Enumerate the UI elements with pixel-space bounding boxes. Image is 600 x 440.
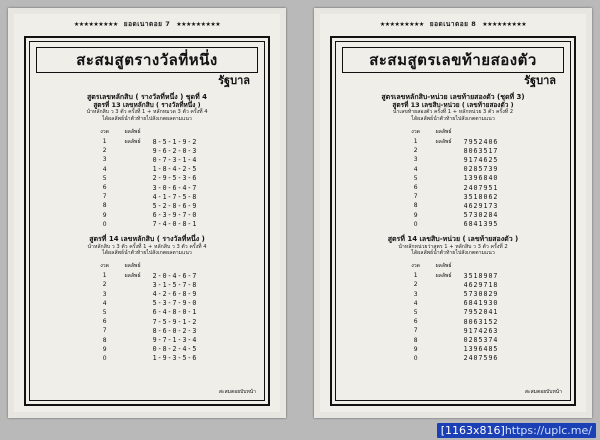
row-label: ผลลัพธ์ — [435, 272, 452, 279]
row-label — [119, 210, 147, 219]
row-index: 4 — [102, 299, 107, 307]
row-value: 9-6-2-0-3 — [152, 146, 198, 155]
row-index: 8 — [413, 202, 418, 210]
section-subheading: สูตรที่ 13 เลขสิบ-หน่วย ( เลขท้ายสองตัว ) — [392, 101, 514, 110]
row-label — [119, 308, 147, 317]
row-index: 5 — [102, 308, 107, 316]
col-header-value — [147, 128, 204, 137]
table-row — [91, 155, 204, 164]
row-value: 2-0-4-6-7 — [152, 271, 198, 280]
row-value: 4-2-6-8-9 — [152, 290, 198, 299]
row-label — [430, 210, 458, 219]
table-row — [91, 308, 204, 317]
row-value: 3518907 — [463, 271, 499, 280]
row-index: 5 — [413, 308, 418, 316]
row-value: 5730284 — [463, 211, 499, 220]
row-index: 2 — [102, 147, 107, 155]
table-row — [91, 335, 204, 344]
table-row — [402, 308, 505, 317]
row-index: 2 — [413, 281, 418, 289]
row-value: 5730829 — [463, 290, 499, 299]
row-value: 9174263 — [463, 326, 499, 335]
table-row — [91, 354, 204, 363]
section-note-1: นำเลขท้ายสองตัว ครั้งที่ 1 + หลักหน่วย 3 ตัว ครั้งที่ 2 — [392, 109, 514, 116]
page-subtitle: รัฐบาล — [524, 73, 556, 87]
row-value: 2407596 — [463, 354, 499, 363]
row-index: 4 — [413, 165, 418, 173]
table-row — [402, 299, 505, 308]
row-label — [119, 326, 147, 335]
row-label — [119, 165, 147, 174]
row-label — [430, 165, 458, 174]
table-row — [402, 183, 505, 192]
section-heading: สูตรเลขหลักสิบ-หน่วย เลขท้ายสองตัว (ชุดที่ 3) — [381, 92, 525, 101]
row-label — [430, 155, 458, 164]
numbers-table-body-l2 — [91, 271, 204, 363]
watermark-size: [1163x816] — [440, 424, 505, 437]
page-left — [14, 14, 280, 412]
row-index: 6 — [413, 184, 418, 191]
table-row — [402, 326, 505, 335]
row-index: 8 — [102, 202, 107, 210]
row-label — [430, 354, 458, 363]
table-row — [91, 192, 204, 201]
table-row — [91, 299, 204, 308]
row-index: 9 — [102, 345, 107, 353]
table-row — [402, 210, 505, 219]
page-frame-left — [24, 36, 270, 406]
row-label — [430, 308, 458, 317]
row-value: 0285739 — [463, 165, 499, 174]
table-row — [402, 289, 505, 298]
row-index: 3 — [413, 156, 418, 164]
table-row — [91, 345, 204, 354]
page-title: สะสมสูตรเลขท้ายสองตัว — [369, 51, 537, 69]
table-row — [91, 210, 204, 219]
top-caption-text: ยอดเนาตอย 7 — [123, 20, 171, 28]
row-index: 0 — [413, 220, 418, 228]
table-row — [91, 280, 204, 289]
page-right — [320, 14, 586, 412]
table-row — [91, 146, 204, 155]
row-label — [430, 201, 458, 210]
scanned-page-right — [314, 8, 592, 418]
col-header-value — [147, 262, 204, 271]
row-index: 7 — [102, 193, 107, 201]
table-row — [91, 289, 204, 298]
row-label — [430, 183, 458, 192]
numbers-table — [402, 128, 505, 229]
col-header-index: งวด — [411, 128, 421, 135]
top-caption-text: ยอดเนาตอย 8 — [429, 20, 477, 28]
row-label — [119, 201, 147, 210]
row-label — [119, 354, 147, 363]
section-note-2: ได้ผลลัพธ์นำตัวท้ายไปสังเกตผลตามแนว — [102, 250, 192, 257]
row-index: 1 — [102, 272, 107, 280]
row-label — [119, 289, 147, 298]
row-label — [430, 345, 458, 354]
row-value: 8063517 — [463, 146, 499, 155]
row-index: 9 — [413, 345, 418, 353]
row-label — [430, 220, 458, 229]
row-value: 6-4-8-0-1 — [152, 308, 198, 317]
row-index: 7 — [102, 327, 107, 335]
row-index: 8 — [413, 336, 418, 344]
row-value: 0-8-2-4-5 — [152, 345, 198, 354]
row-index: 4 — [102, 165, 107, 173]
row-label — [430, 146, 458, 155]
table-row — [91, 220, 204, 229]
section-heading: สูตรที่ 14 เลขสิบ-หน่วย ( เลขท้ายสองตัว ) — [387, 234, 519, 243]
table-row — [402, 165, 505, 174]
col-header-value — [458, 128, 505, 137]
row-value: 1396485 — [463, 345, 499, 354]
row-index: 8 — [102, 336, 107, 344]
section-1-right — [336, 93, 570, 229]
col-header-index: งวด — [100, 128, 110, 135]
row-index: 1 — [413, 138, 418, 146]
section-1-left — [30, 93, 264, 229]
row-value: 7-5-9-1-2 — [152, 317, 198, 326]
row-label — [430, 192, 458, 201]
table-row — [402, 174, 505, 183]
row-value: 3-0-6-4-7 — [152, 183, 198, 192]
page-footer: สะสมตอยบับหน้า — [218, 389, 256, 395]
row-label: ผลลัพธ์ — [124, 272, 141, 279]
row-label — [430, 326, 458, 335]
col-header-index: งวด — [100, 263, 110, 270]
row-index: 7 — [413, 193, 418, 201]
table-row — [402, 137, 505, 146]
table-row — [402, 354, 505, 363]
section-2-left — [30, 235, 264, 363]
row-value: 6841395 — [463, 220, 499, 229]
stars-right-icon: ★★★★★★★★★ — [482, 20, 527, 28]
row-label — [119, 335, 147, 344]
scanned-page-left — [8, 8, 286, 418]
page-footer: สะสมตอยบับหน้า — [524, 389, 562, 395]
col-header-value — [458, 262, 505, 271]
section-2-right — [336, 235, 570, 363]
row-label — [430, 280, 458, 289]
row-index: 0 — [413, 354, 418, 362]
row-value: 7952406 — [463, 137, 499, 146]
section-note-1: นำหลักสิบ ว 3 ตัว ครั้งที่ 1 + หลักสิบ ว 3 ตัว ครั้งที่ 4 — [87, 243, 207, 250]
row-value: 1-8-4-2-5 — [152, 165, 198, 174]
table-row — [91, 174, 204, 183]
row-value: 8063152 — [463, 317, 499, 326]
col-header-index: งวด — [411, 263, 421, 270]
row-label — [430, 335, 458, 344]
table-row — [91, 271, 204, 280]
row-value: 3-1-5-7-8 — [152, 280, 198, 289]
section-note-1: นำหลักหน่วยว่าสูตร 1 + หลักสิบ ว 3 ตัว ครั้งที่ 2 — [398, 243, 508, 250]
row-index: 4 — [413, 299, 418, 307]
row-label — [119, 317, 147, 326]
row-index: 5 — [102, 174, 107, 182]
numbers-table-body-l1 — [91, 137, 204, 229]
row-value: 2-9-5-3-6 — [152, 174, 198, 183]
row-label — [119, 146, 147, 155]
table-row — [402, 280, 505, 289]
row-index: 2 — [102, 281, 107, 289]
section-note-2: ได้ผลลัพธ์นำตัวท้ายไปสังเกตตามแนว — [411, 250, 495, 257]
row-value: 1396840 — [463, 174, 499, 183]
row-index: 3 — [102, 290, 107, 298]
row-value: 6-3-9-7-0 — [152, 211, 198, 220]
page-frame-inner-left — [29, 41, 265, 401]
table-row — [402, 201, 505, 210]
row-index: 3 — [413, 290, 418, 298]
row-label — [430, 174, 458, 183]
numbers-table-body-r1 — [402, 137, 505, 229]
row-label — [119, 345, 147, 354]
row-value: 0-7-3-1-4 — [152, 155, 198, 164]
table-row — [402, 146, 505, 155]
page-title: สะสมสูตรางวัลที่หนึ่ง — [76, 51, 218, 69]
page-top-caption-right — [320, 14, 586, 32]
section-note-2: ได้ผลลัพธ์นำตัวท้ายไปสังเกตผลตามแนว — [102, 116, 192, 123]
table-row — [91, 137, 204, 146]
row-index: 2 — [413, 147, 418, 155]
title-box-right — [342, 47, 564, 73]
row-label — [119, 220, 147, 229]
table-row — [402, 220, 505, 229]
row-value: 7-4-0-8-1 — [152, 220, 198, 229]
row-value: 6841930 — [463, 299, 499, 308]
row-index: 9 — [102, 211, 107, 219]
stars-right-icon: ★★★★★★★★★ — [176, 20, 221, 28]
numbers-table — [402, 262, 505, 363]
page-frame-right — [330, 36, 576, 406]
row-value: 9174625 — [463, 155, 499, 164]
row-label — [430, 299, 458, 308]
numbers-table-body-r2 — [402, 271, 505, 363]
table-row — [91, 317, 204, 326]
row-index: 6 — [413, 318, 418, 326]
row-index: 0 — [102, 354, 107, 362]
row-label — [119, 299, 147, 308]
col-header-label: ผลลัพธ์ — [124, 263, 141, 270]
row-label — [430, 317, 458, 326]
row-value: 3518062 — [463, 192, 499, 201]
table-row — [402, 345, 505, 354]
row-index: 9 — [413, 211, 418, 219]
row-index: 7 — [413, 327, 418, 335]
table-row — [91, 165, 204, 174]
row-value: 8-5-1-9-2 — [152, 137, 198, 146]
stars-left-icon: ★★★★★★★★★ — [73, 20, 118, 28]
row-value: 1-9-3-5-6 — [152, 354, 198, 363]
numbers-table — [91, 128, 204, 229]
row-value: 9-7-1-3-4 — [152, 336, 198, 344]
col-header-label: ผลลัพธ์ — [435, 128, 452, 135]
title-box-left — [36, 47, 258, 73]
table-row — [91, 326, 204, 335]
section-heading: สูตรที่ 14 เลขหลักสิบ ( รางวัลที่หนึ่ง ) — [89, 234, 205, 243]
page-top-caption-left — [14, 14, 280, 32]
row-label: ผลลัพธ์ — [435, 138, 452, 145]
row-label — [119, 280, 147, 289]
row-index: 0 — [102, 220, 107, 228]
table-row — [402, 317, 505, 326]
watermark — [437, 423, 596, 438]
row-value: 2407951 — [463, 183, 499, 192]
row-label — [119, 192, 147, 201]
row-label — [119, 155, 147, 164]
watermark-url: https://uplc.me/ — [504, 424, 592, 437]
table-row — [402, 155, 505, 164]
row-index: 3 — [102, 156, 107, 164]
col-header-label: ผลลัพธ์ — [435, 263, 452, 270]
numbers-table — [91, 262, 204, 363]
section-note-1: นำหลักสิบ ว 3 ตัว ครั้งที่ 1 + หลักหมวด 3 ตัว ครั้งที่ 4 — [86, 109, 208, 116]
row-label — [430, 289, 458, 298]
row-value: 4-1-7-5-8 — [152, 192, 198, 201]
row-value: 4629718 — [463, 280, 499, 289]
row-index: 1 — [102, 138, 107, 146]
row-index: 6 — [102, 184, 107, 191]
row-value: 0285374 — [463, 336, 499, 344]
row-label — [119, 174, 147, 183]
row-value: 7952041 — [463, 308, 499, 317]
table-row — [91, 183, 204, 192]
row-value: 5-3-7-9-0 — [152, 299, 198, 308]
row-label — [119, 183, 147, 192]
row-value: 4629173 — [463, 201, 499, 210]
row-value: 8-6-0-2-3 — [152, 326, 198, 335]
row-index: 6 — [102, 318, 107, 326]
row-value: 5-2-8-6-9 — [152, 201, 198, 210]
page-subtitle: รัฐบาล — [218, 73, 250, 87]
section-note-2: ได้ผลลัพธ์นำตัวท้ายไปสังเกตตามแนว — [411, 116, 495, 123]
page-frame-inner-right — [335, 41, 571, 401]
section-heading: สูตรเลขหลักสิบ ( รางวัลที่หนึ่ง ) ชุดที่ 4 — [86, 92, 208, 101]
row-index: 1 — [413, 272, 418, 280]
section-subheading: สูตรที่ 13 เลขหลักสิบ ( รางวัลที่หนึ่ง ) — [93, 101, 201, 110]
stars-left-icon: ★★★★★★★★★ — [379, 20, 424, 28]
table-row — [402, 192, 505, 201]
row-index: 5 — [413, 174, 418, 182]
col-header-label: ผลลัพธ์ — [124, 128, 141, 135]
table-row — [402, 271, 505, 280]
table-row — [402, 335, 505, 344]
table-row — [91, 201, 204, 210]
row-label: ผลลัพธ์ — [124, 138, 141, 145]
